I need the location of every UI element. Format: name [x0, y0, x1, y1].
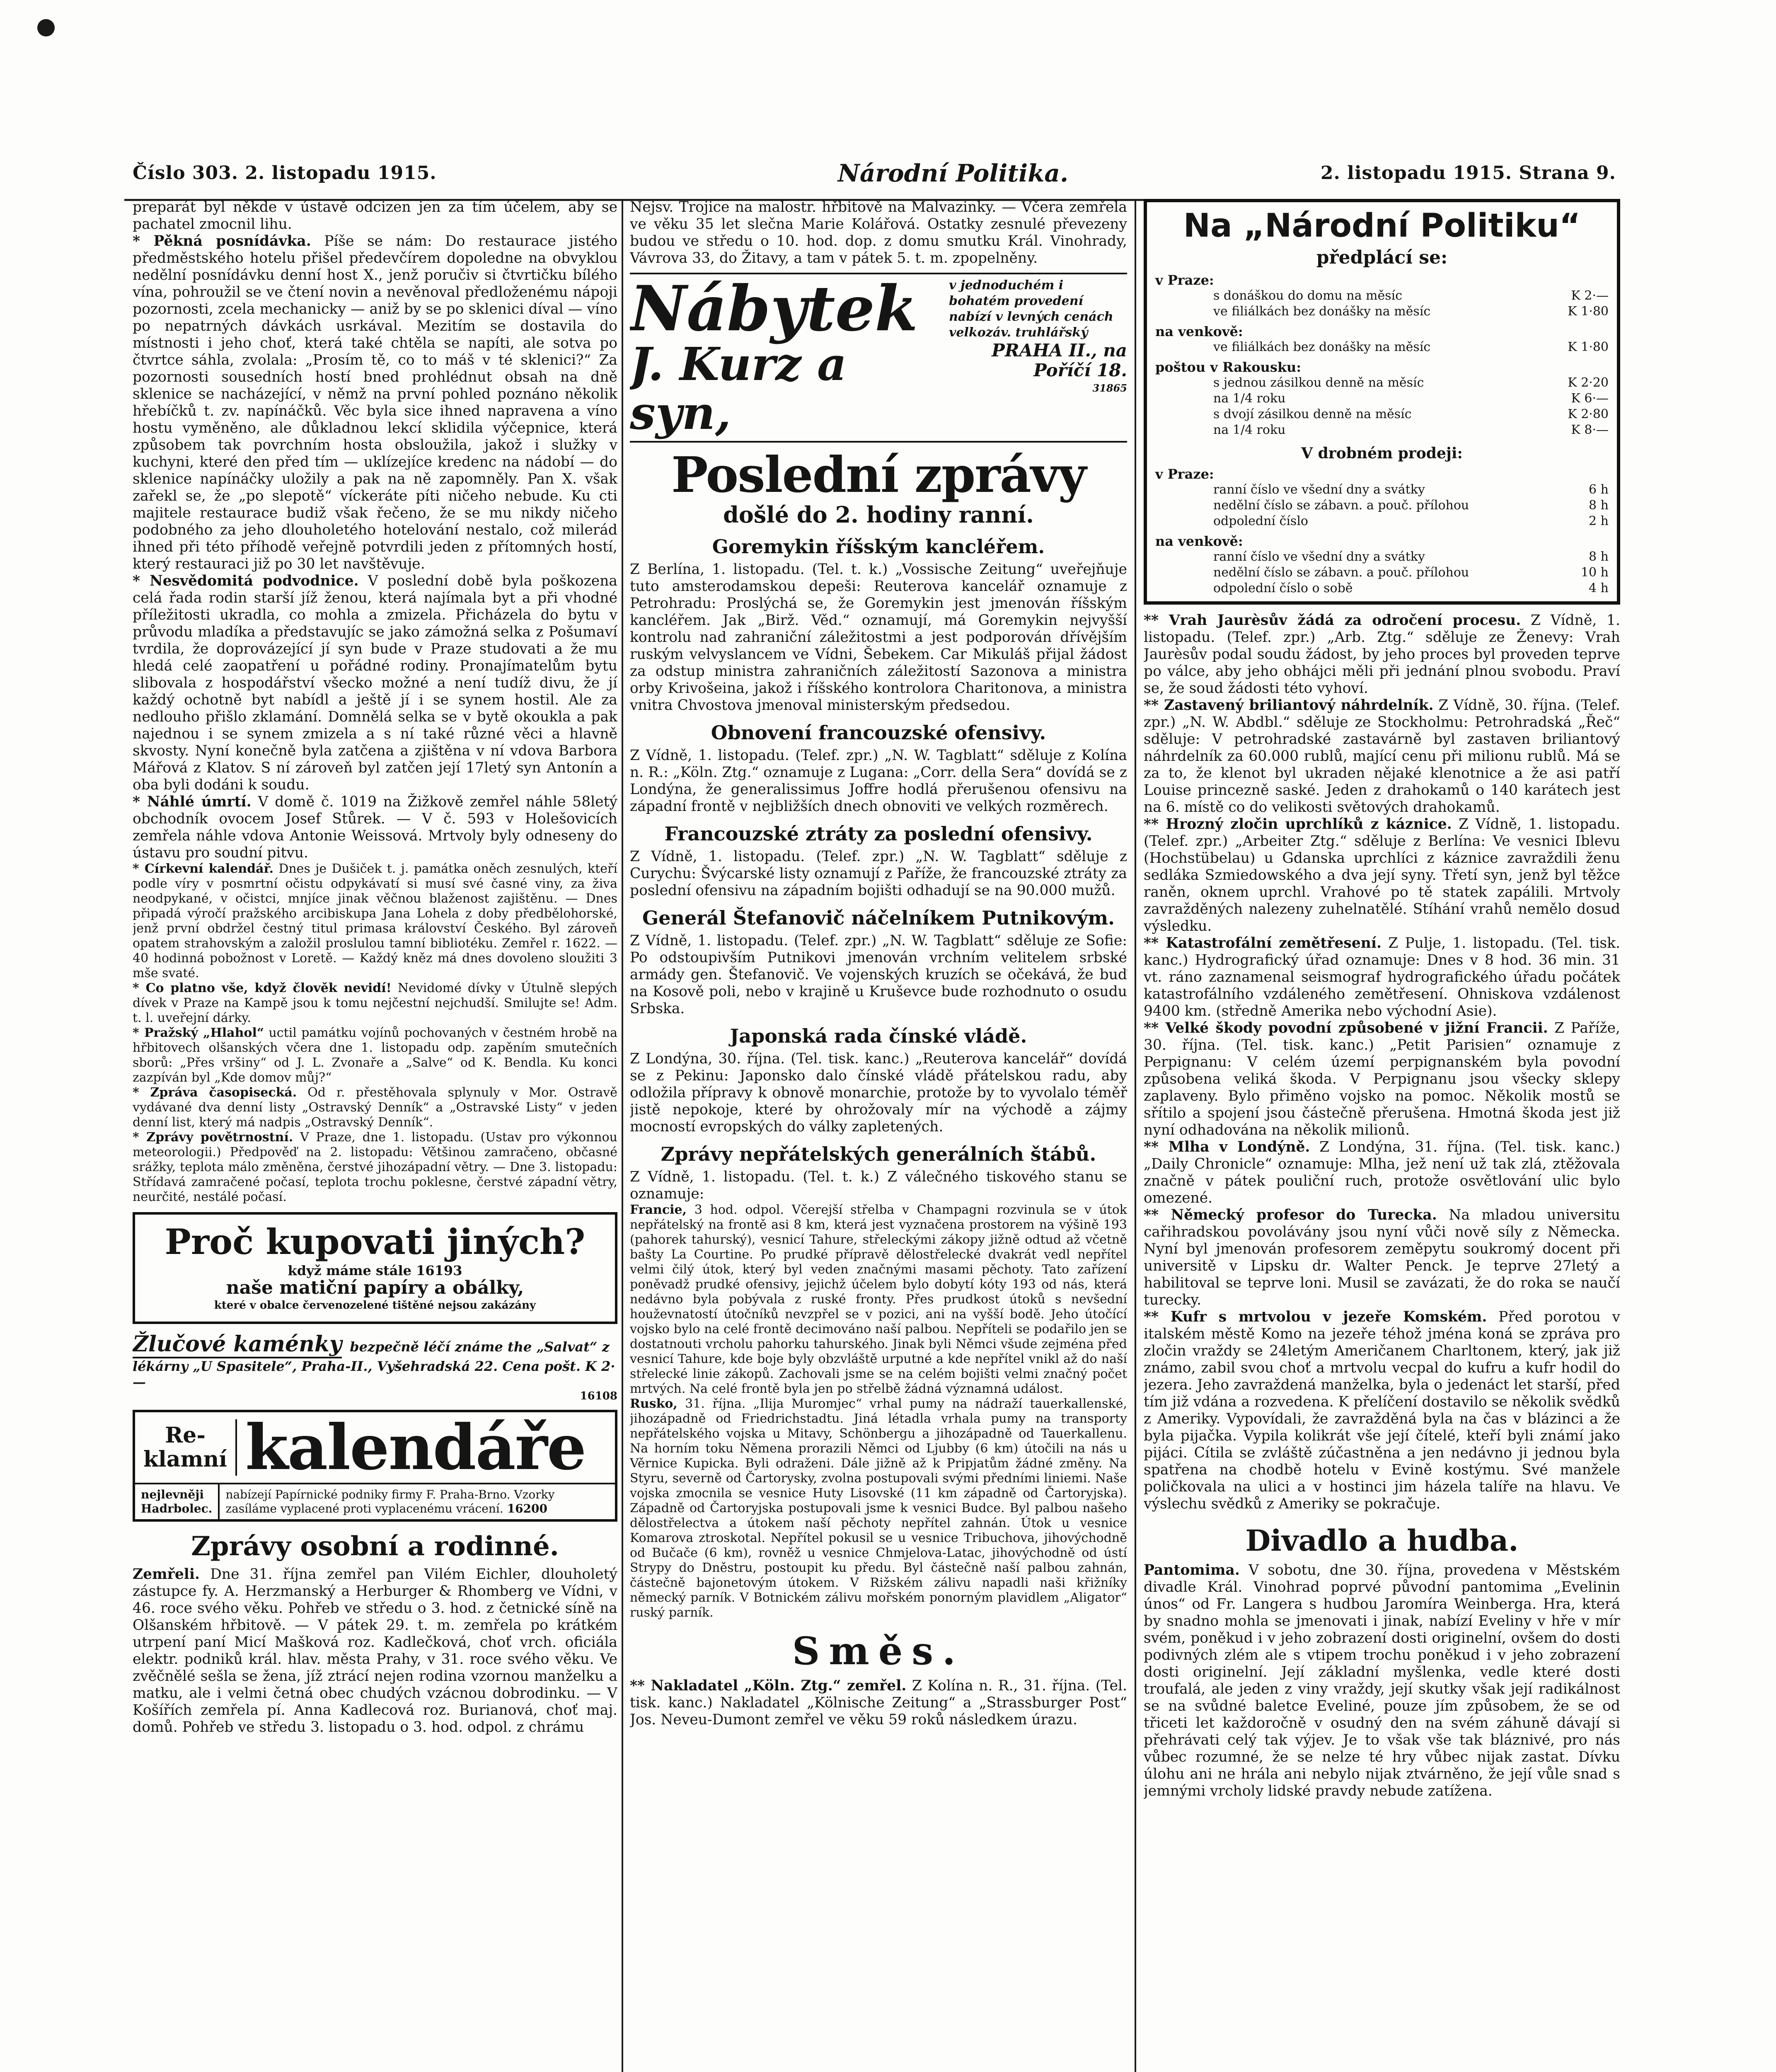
ad-headline: Nábytek: [630, 272, 918, 345]
article-paragraph: [1144, 1139, 1620, 1207]
ad-text: bezpečně léčí známe the „Salvat“ z lékárny „U Spasitele“, Praha-II., Vyšehradská 22. Cena pošt. K 2·—: [133, 1339, 615, 1390]
article-lead: ** Velké škody povodní způsobené v jižní Francii.: [1144, 1020, 1548, 1036]
price-group-title: V drobném prodeji:: [1301, 445, 1463, 462]
article-lead: * Pěkná posnídávka.: [133, 233, 311, 249]
article-paragraph: [1144, 935, 1620, 1020]
price-value: 8 h: [1589, 549, 1609, 564]
price-row: [1155, 482, 1609, 498]
price-row: [1155, 288, 1609, 304]
article-text: V poslední době byla poškozena celá řada rodin starší jíž ženou, která najímala byt a při vhodné příležitosti ukradla, co mohla a zmizela. Přicházela do bytu v průvodu mladíka a představujíc se jako zámožná selka z Pošumaví tvrdila, že doprovázející jí syn bude v Praze studovati a že mu hledá celé zaopatření u pořádné rodiny. Pronajímatelům bytu slibovala z hospodářství všecko možné a není tudíž divu, že jí každý ochotně byt nabídl a ještě jí i se synem hostil. Ale za nedlouho přišlo zklamání. Domnělá selka se v bytě okoukla a pak najednou i se synem zmizela a s ní také různé věci a hlavně skvosty. Nyní konečně byla zatčena a zjištěna v ní vdova Barbora Mářová z Klatov. S ní zároveň byl zatčen její 17letý syn Antonín a oba byli dodáni k soudu.: [133, 573, 617, 793]
article-paragraph: [1144, 1020, 1620, 1139]
price-row: [1155, 407, 1609, 422]
price-value: 8 h: [1589, 498, 1609, 513]
article-lead: ** Nakladatel „Köln. Ztg.“ zemřel.: [630, 1677, 907, 1694]
ad-code: 16108: [580, 1390, 617, 1402]
article-paragraph: [1144, 697, 1620, 816]
article-text: 3 hod. odpol. Včerejší střelba v Champagni rozvinula se v útok nepřátelský na frontě asi 8 km, která jest vyznačena prostorem na výšině 193 (pahorek tahurský), vesnicí Tahure, střeleckými zákopy jižně odtud až včetně bašty La Courtine. Po prudké přípravě dělostřelecké dvakrát vedl nepřítel velmi čilý útok, který byl veden značnými masami pěchoty. Tato zařízení poněvadž prudké ofensivy, jejichž účelem bylo dobytí kóty 193 od nás, která nedávno byla pobývala z ruské fronty. Přes prudkost útoků s nevšední houževnatostí útočníků nevzpřel se v pozici, ani na vyšší bodě. Jeho útočící vojsko bylo na celé frontě decimováno naší palbou. Nepříteli se podařilo jen se dostatnouti vrcholu pahorku tahurského. Jinak byli Němci všude zejména před vesnicí Tahure, kde boje byly obzvláště urputné a kde nepřítel vnikl až do naší střelecké linie zákopů. Zachovali jsme se na celém bojišti velmi značný počet mrtvých. Na celé frontě byla jen po střelbě žádná významná událost.: [630, 1203, 1127, 1396]
price-group: v Praze:: [1155, 272, 1214, 288]
price-row: [1155, 339, 1609, 355]
article-paragraph: [133, 1085, 617, 1130]
price-label: s jednou zásilkou denně na měsíc: [1213, 375, 1424, 390]
price-label: odpolední číslo o sobě: [1213, 581, 1353, 595]
advertisement-furniture: [630, 273, 1127, 443]
price-group: na venkově:: [1155, 533, 1243, 549]
article-headline: Zprávy nepřátelských generálních štábů.: [661, 1143, 1096, 1165]
ad-headline: Proč kupovati jiných?: [165, 1221, 586, 1262]
advertisement-calendars: [133, 1410, 617, 1522]
article-text: uctil památku vojínů pochovaných v čestném hrobě na hřbitovech olšanských včera dne 1. listopadu odp. zapěním smutečních sborů: „Přes vršiny“ od J. L. Zvonaře a „Salve“ od K. Bendla. Ku konci zazpíván byl „Kde domov můj?“: [133, 1026, 617, 1085]
article-lead: * Zprávy povětrnostní.: [133, 1130, 293, 1145]
article-paragraph: [1144, 612, 1620, 697]
article-text: Z Paříže, 30. října. (Tel. tisk. kanc.) „Petit Parisien“ oznamuje z Perpignanu: V celém území perpignanském byla povodní způsobena veliká škoda. V Perpignanu jsou všecky sklepy zaplaveny. Bylo přiměno vojsko na pomoc. Několik mostů se sřítilo a spojení jsou částečně přerušena. Hmotná škoda jest již nyní odhadována na několik milionů.: [1144, 1020, 1620, 1138]
article-paragraph: Z Vídně, 1. listopadu. (Telef. zpr.) „N. W. Tagblatt“ sděluje z Kolína n. R.: „Köln. Ztg.“ oznamuje z Lugana: „Corr. della Sera“ dovídá se z Londýna, že generalissimus Joffre hodlá přerušenou ofensivu na západní frontě v nejbližších dnech obnoviti ve velkých rozměrech.: [630, 747, 1127, 815]
price-label: s dvojí zásilkou denně na měsíc: [1213, 407, 1412, 421]
price-label: ranní číslo ve všední dny a svátky: [1213, 549, 1425, 564]
article-paragraph: [133, 1130, 617, 1205]
article-lead: ** Německý profesor do Turecka.: [1144, 1207, 1437, 1223]
price-value: K 2·80: [1568, 407, 1609, 421]
price-row: [1155, 549, 1609, 565]
article-paragraph: [133, 794, 617, 862]
ad-code: 16200: [507, 1502, 548, 1515]
article-paragraph: Z Vídně, 1. listopadu. (Tel. t. k.) Z válečného tiskového stanu se oznamuje:: [630, 1169, 1127, 1202]
price-group: na venkově:: [1155, 324, 1243, 339]
price-row: [1155, 498, 1609, 513]
article-text: Z Vídně, 1. listopadu. (Telef. zpr.) „Arb. Ztg.“ sděluje ze Ženevy: Vrah Jaurèsův podal soudu žádost, by jeho proces byl proveden teprve po válce, aby jeho obhájci měli při jednání plnou svobodu. Praví se, že soud žádosti této vyhoví.: [1144, 612, 1620, 697]
price-row: [1155, 391, 1609, 407]
price-value: 10 h: [1580, 565, 1609, 580]
section-subtitle: došlé do 2. hodiny ranní.: [723, 501, 1034, 528]
ad-label: nejlevněji Hadrbolec.: [135, 1484, 220, 1519]
ad-code: 16193: [416, 1263, 462, 1278]
article-lead: ** Zastavený briliantový náhrdelník.: [1144, 697, 1434, 714]
column-divider-2: [1135, 199, 1136, 2072]
price-label: na 1/4 roku: [1213, 423, 1286, 437]
price-value: K 2·—: [1571, 288, 1609, 303]
article-lead: * Církevní kalendář.: [133, 862, 274, 876]
ad-code: 31865: [1092, 382, 1127, 394]
price-group: poštou v Rakousku:: [1155, 359, 1302, 375]
column-left: [133, 199, 617, 2072]
article-lead: * Co platno vše, když člověk nevidí!: [133, 981, 392, 995]
section-title: Poslední zprávy: [671, 446, 1086, 503]
article-paragraph: [630, 1203, 1127, 1397]
article-text: Píše se nám: Do restaurace jistého předměstského hotelu přišel předevčírem dopoledne na obvyklou nedělní posnídávku denní host X., jenž poručiv si čtvrtičku bílého vína, pohroužil se ve čtení novin a nevěnoval předloženému nápoji pozornosti, zcela mechanicky — aniž by se po sklenici díval — víno po nepatrných dávkách usrkával. Mezitím se dostavila do místnosti i jeho choť, která také chtěla se napíti, ale sotva po čtvrtce sáhla, zvolala: „Prosím tě, co to máš v té sklenici?“ Za pozornosti sousedních hostí bned prohlédnut obsah na dně sklenice se nacházející, v němž na první pohled poznáno několik hřebíčků t. zv. napínáčků. Věc byla sice ihned napravena a víno hostu vyměněno, ale důkladnou lekcí sklidila výčepnice, která způsobem tak povrchním hosta obsloužila, jakož i služky v kuchyni, které den před tím — uklízejíce kredenc na nádobí — do sklenice napínáčky uložily a pak na ně zapomněly. Pan X. však zařekl se, že „po slepotě“ víckeráte píti ničeho nebude. Ku cti majitele restaurace budiž však řečeno, že se mu nikdy ničeho podobného za jeho dlouholetého hotelování nestalo, což milerád ihned při této příhodě veřejně potvrdili jeden z přítomných hostí, který restauraci již po 30 let navštěvuje.: [133, 233, 617, 572]
article-lead: * Pražský „Hlahol“: [133, 1026, 264, 1040]
price-value: 2 h: [1589, 514, 1609, 528]
price-row: [1155, 422, 1609, 438]
article-text: Na mladou universitu cařihradskou povolávány jsou nyní vůči nově síly z Německa. Nyní byl jmenován profesorem zeměpytu soukromý docent při universitě v Lipsku dr. Walter Penck. Je teprve 27letý a habilitoval se teprve loni. Musil se zavázati, že do roka se naučí turecky.: [1144, 1207, 1620, 1308]
article-text: Z Vídně, 1. listopadu. (Telef. zpr.) „Arbeiter Ztg.“ sděluje z Berlína: Ve vesnici Iblevu (Hochstübelau) u Gdanska uprchlíci z káznice zavraždili ženu sedláka Szmiedowského a dva její syny. Třetí syn, jenž byl těžce raněn, oknem uprchl. Vrahové po tě statek zapálili. Mrtvoly zavražděných nalezeny zuhelnatělé. Stíhání vrahů nemělo dosud výsledku.: [1144, 816, 1620, 934]
price-value: K 6·—: [1571, 391, 1609, 406]
article-lead: ** Kufr s mrtvolou v jezeře Komském.: [1144, 1309, 1487, 1325]
article-headline: Francouzské ztráty za poslední ofensivy.: [664, 823, 1093, 845]
price-label: na 1/4 roku: [1213, 391, 1286, 406]
article-paragraph: [630, 1397, 1127, 1620]
price-label: ve filiálkách bez donášky na měsíc: [1213, 340, 1431, 354]
article-lead: * Nesvědomitá podvodnice.: [133, 573, 359, 589]
price-value: 4 h: [1589, 581, 1609, 595]
ad-text: v jednoduchém i bohatém provedení nabízí v levných cenách velkozáv. truhlářský: [949, 278, 1113, 340]
price-row: [1155, 581, 1609, 596]
punch-hole: [37, 19, 55, 36]
article-text: Z Kolína n. R., 31. října. (Tel. tisk. kanc.) Nakladatel „Kölnische Zeitung“ a „Strassburger Post“ Jos. Neveu-Dumont zemřel ve věku 59 roků následkem úrazu.: [630, 1677, 1127, 1728]
issue-number: Číslo 303. 2. listopadu 1915.: [133, 162, 437, 184]
ad-line: naše matiční papíry a obálky,: [226, 1277, 524, 1298]
article-paragraph: [133, 862, 617, 981]
ad-line: které v obalce červenozelené tištěné nejsou zakázány: [214, 1299, 536, 1312]
article-paragraph: [1144, 816, 1620, 935]
article-text: Z Pulje, 1. listopadu. (Tel. tisk. kanc.) Hydrografický úřad oznamuje: Dnes v 8 hod. 36 min. 31 vt. ráno zaznamenal seismograf hydrografického úřadu počátek katastrofálního vzdáleného zemětřesení. Ohniskova vzdálenost 9400 km. (středně Amerika nebo východní Asie).: [1144, 935, 1620, 1019]
price-value: 6 h: [1589, 482, 1609, 497]
ad-headline: kalendáře: [245, 1411, 586, 1484]
subscription-subtitle: předplácí se:: [1316, 247, 1448, 268]
article-paragraph: Z Vídně, 1. listopadu. (Telef. zpr.) „N. W. Tagblatt“ sděluje ze Sofie: Po odstoupivším Putnikovi jmenován vrchním velitelem srbské armády gen. Štefanovič. Ve vojenských kruzích se očekává, že buď na Kosově poli, nebo v krajině u Kruševce bude rozhodnuto o osudu Srbska.: [630, 932, 1127, 1017]
article-text: V domě č. 1019 na Žižkově zemřel náhle 58letý obchodník ovocem Josef Stůrek. — V č. 593 v Holešovicích zemřela náhle vdova Antonie Weissová. Mrtvoly byly odneseny do ústavu pro soudní pitvu.: [133, 794, 617, 861]
article-paragraph: [133, 1026, 617, 1085]
ad-title: Žlučové kaménky: [133, 1331, 342, 1358]
article-text: Od r. přestěhovala splynuly v Mor. Ostravě vydávané dva denní listy „Ostravský Denník“ a „Ostravské Listy“ v jeden denní list, který má nadpis „Ostravský Denník“.: [133, 1085, 617, 1130]
section-title: Zprávy osobní a rodinné.: [191, 1531, 559, 1562]
article-paragraph: [133, 573, 617, 794]
masthead-title: Národní Politika.: [837, 159, 1069, 187]
column-divider-1: [622, 199, 623, 2072]
page-header: [124, 153, 1616, 201]
article-paragraph: Z Vídně, 1. listopadu. (Telef. zpr.) „N. W. Tagblatt“ sděluje z Curychu: Švýcarské listy oznamují z Paříže, že francouzské ztráty za poslední ofensivu na západním bojišti odhadují se na 90.000 mužů.: [630, 848, 1127, 899]
article-paragraph: Nejsv. Trojice na malostr. hřbitově na Malvazinky. — Včera zemřela ve věku 35 let slečna Marie Kolářová. Ostatky zesnulé převezeny budou ve středu o 10. hod. dop. z domu smutku Král. Vinohrady, Vávrova 33, do Žitavy, a tam v pátek 5. t. m. zpopelněny.: [630, 199, 1127, 266]
article-headline: Generál Štefanovič náčelníkem Putnikovým.: [642, 907, 1115, 929]
article-lead: Francie,: [630, 1203, 687, 1217]
price-label: s donáškou do domu na měsíc: [1213, 288, 1403, 303]
article-paragraph: [1144, 1309, 1620, 1513]
article-headline: Obnovení francouzské ofensivy.: [711, 721, 1046, 744]
column-right: [1144, 199, 1620, 2072]
ad-text: nabízejí Papírnické podniky firmy F. Praha-Brno. Vzorky zasíláme vyplacené proti vyplacenému vrácení.: [225, 1488, 555, 1515]
price-row: [1155, 304, 1609, 320]
article-headline: Goremykin říšským kancléřem.: [712, 535, 1045, 558]
article-lead: * Náhlé úmrtí.: [133, 794, 252, 810]
subscription-title: Na „Národní Politiku“: [1183, 207, 1581, 244]
article-text: Dne 31. října zemřel pan Vilém Eichler, dlouholetý zástupce fy. A. Herzmanský a Herburger & Rhomberg ve Vídni, v 46. roce svého věku. Pohřeb ve středu o 3. hod. z četnické síně na Olšanském hřbitově. — V pátek 29. t. m. zemřela po krátkém utrpení paní Micí Mašková roz. Kadlečková, choť vrch. oficiála elektr. podniků král. hlav. města Prahy, v 31. roce svého věku. Ve zvěčnělé sešla se žena, jíž ztrácí nejen rodina vzornou manželku a matku, ale i velmi četná obec chudých vzácnou dobrodinku. — V Košířích zemřela pí. Anna Kadlecová roz. Burianová, choť maj. domů. Pohřeb ve středu 3. listopadu o 3. hod. odpol. z chrámu: [133, 1566, 617, 1736]
column-middle: [630, 199, 1127, 2072]
price-value: K 2·20: [1568, 375, 1609, 390]
page-date: 2. listopadu 1915. Strana 9.: [1320, 162, 1616, 184]
subscription-box: [1144, 199, 1620, 605]
article-lead: Rusko,: [630, 1397, 677, 1411]
article-headline: Japonská rada čínské vládě.: [730, 1025, 1027, 1047]
price-label: nedělní číslo se zábavn. a pouč. přílohou: [1213, 498, 1469, 513]
article-paragraph: preparát byl někde v ústavě odcizen jen za tím účelem, aby se pachatel zmocnil lihu.: [133, 199, 617, 232]
price-label: nedělní číslo se zábavn. a pouč. přílohou: [1213, 565, 1469, 580]
price-label: odpolední číslo: [1213, 514, 1308, 528]
article-paragraph: [630, 1677, 1127, 1728]
article-paragraph: [133, 233, 617, 573]
price-row: [1155, 565, 1609, 581]
article-text: V Praze, dne 1. listopadu. (Ustav pro výkonnou meteorologii.) Předpověď na 2. listopadu: Většinou zamračeno, občasné srážky, teplota málo změněna, čerstvé jihozápadní větry. — Dne 3. listopadu: Střídavá zamračené počasí, teplota trochu poklesne, čerstvé západní větry, neurčité, nestálé počasí.: [133, 1130, 617, 1204]
ad-label: Re- klamní: [135, 1419, 237, 1476]
article-lead: ** Vrah Jaurèsův žádá za odročení procesu.: [1144, 612, 1521, 629]
price-row: [1155, 513, 1609, 529]
article-lead: Zemřeli.: [133, 1566, 200, 1583]
article-paragraph: [133, 1566, 617, 1736]
price-label: ranní číslo ve všední dny a svátky: [1213, 482, 1425, 497]
article-paragraph: [133, 981, 617, 1026]
article-text: Dnes je Dušiček t. j. památka oněch zesnulých, kteří podle víry v posmrtní očistu odpykávatí si musí své časné viny, za živa neodpykané, v očistci, mnjíce jinak věčnou blaženost zajištěnu. — Dnes připadá výročí pražského arcibiskupa Jana Lohela z doby předbělohorské, jenž první obdržel čestný titul primasa království Českého. Byl zároveň opatem strahovským a založil proslulou tamní bibliotéku. Zemřel r. 1622. — 40 hodinná pobožnost v Loretě. — Každý kněz má dnes dovoleno sloužiti 3 mše svaté.: [133, 862, 617, 980]
section-title: Směs.: [792, 1629, 965, 1673]
article-text: V sobotu, dne 30. října, provedena v Městském divadle Král. Vinohrad poprvé původní pantomima „Evelinin únos“ od Fr. Langera s hudbou Jaromíra Weinberga. Hra, která by snadno mohla se jmenovati i jinak, nabízí Eveliny v hře v mír svém, poněkud i v jeho zobrazení dosti originelní, ovšem do dosti podivných zlém ale s vtipem trochu poněkud i v jeho zobrazení dosti originelní. Její základní myšlenka, vedle které dosti troufalá, ale jeden z viny vraždy, její skutky však její radikálnost se na svůdné baletce Eveliné, pouze jím způsobem, že se od třiceti let každoročně v osudný den na svém záhuně dávají si přehrávati celý tak výjev. Je to však vše tak bláznivé, pro nás vůbec rozumné, že se nelze té hry vůbec nijak zastat. Dívku úlohu ani ne hrála ani nebylo nijak ztvárněno, že její vůle snad s jemnými vrcholy lidské pravdy nebude zatížena.: [1144, 1562, 1620, 1799]
article-text: Z Londýna, 31. října. (Tel. tisk. kanc.) „Daily Chronicle“ oznamuje: Mlha, jež není už tak zlá, ztěžovala značně v pátek pouliční ruch, protože osvětlování ulic bylo omezené.: [1144, 1139, 1620, 1206]
section-title: Divadlo a hudba.: [1245, 1523, 1519, 1558]
article-paragraph: Z Londýna, 30. října. (Tel. tisk. kanc.) „Reuterova kancelář“ dovídá se z Pekinu: Japonsko dalo čínské vládě přátelskou radu, aby odložila přípravy k obnově monarchie, protože by to vyvolalo téměř jistě nepokoje, které by ohrožovaly mír na východě a zájmy mocností evropských do války zapletených.: [630, 1051, 1127, 1135]
advertisement-paper: [133, 1212, 617, 1324]
ad-address: PRAHA II., na Poříčí 18.: [992, 340, 1127, 380]
price-group: v Praze:: [1155, 466, 1214, 482]
article-text: Z Vídně, 30. října. (Telef. zpr.) „N. W. Abdbl.“ sděluje ze Stockholmu: Petrohradská „Řeč“ sděluje: V petrohradské zastavárně byl zastaven briliantový náhrdelník za 60.000 rublů, mající cenu při milionu rublů. Má se za to, že klenot byl ukraden nějaké klenotnice a že asi patří Louise princezně saské. Jeden z drahokamů o 140 karátech jest na 6. místě co do velikosti světových drahokamů.: [1144, 697, 1620, 816]
price-row: [1155, 375, 1609, 391]
ad-line: když máme stále: [288, 1263, 411, 1278]
article-lead: ** Hrozný zločin uprchlíků z káznice.: [1144, 816, 1452, 833]
price-label: ve filiálkách bez donášky na měsíc: [1213, 304, 1431, 319]
article-paragraph: [1144, 1562, 1620, 1800]
article-paragraph: [1144, 1207, 1620, 1309]
article-lead: ** Katastrofální zemětřesení.: [1144, 935, 1382, 951]
price-value: K 8·—: [1571, 423, 1609, 437]
article-text: 31. října. „Ilija Muromjec“ vrhal pumy na nádraží tauerkallenské, jihozápadně od Friedrichstadtu. Jiná létadla vrhala pumy na transporty nepřátelského vojska u Mitavy, Schönbergu a jihozápadně od Tauerkallenu. Na horním toku Němena prorazili Němci od Ljubby (6 km) útočili na nás u Věrnice Kupicka. Byli odraženi. Dále jižně až k Pripjatům žádné změny. Na Styru, severně od Čartorysky, zvolna postupovali svými předními liniemi. Naše vojska zmocnila se vesnice Huty Lisovské (11 km západně od Čartoryjska). Západně od Čartoryjska postupovali jsme k vesnici Budce. Byl palbou našeho dělostřelectva a útokem naší pěchoty nepřítel zahnán. Útok u vesnice Komarova ztroskotal. Nepřítel pokusil se u vesnice Tribuchova, jihovýchodně od Bučače (6 km), rovněž u vesnice Chmjelova-Latac, jihovýchodně od ústí Strypy do Dněstru, postoupit ku předu. Byl částečně naší palbou zahnán, částečně bajonetovým útokem. V Rižském zálivu napadli naši křižníky německý parník. V Botnickém zálivu mořském ponorným plavidlem „Aligator“ ruský parník.: [630, 1397, 1127, 1620]
article-lead: ** Mlha v Londýně.: [1144, 1139, 1310, 1155]
ad-company: J. Kurz a syn,: [630, 337, 847, 440]
article-lead: Pantomima.: [1144, 1562, 1240, 1578]
price-value: K 1·80: [1568, 340, 1609, 354]
advertisement-gallstones: [133, 1331, 617, 1402]
article-paragraph: Z Berlína, 1. listopadu. (Tel. t. k.) „Vossische Zeitung“ uveřejňuje tuto amsterodamskou depeši: Reuterova kancelář oznamuje z Petrohradu: Proslýchá se, že Goremykin jest jmenován říšským kancléřem. Jak „Birž. Věd.“ oznamují, má Goremykin nejvyšší kontrolu nad zahraniční záležitostmi a jest podporován dřívějším ruským velvyslancem ve Vídni, Šebekem. Car Mikuláš přijal žádost za odstup ministra zahraničních záležitostí Sazonova a ministra orby Krivošeina, jakož i říšského kontrolora Charitonova, a ministra vnitra Chvostova jmenoval ministerským předsedou.: [630, 561, 1127, 714]
article-text: Nevidomé dívky v Útulně slepých dívek v Praze na Kampě jsou k tomu nejčestní nejchudší. Smilujte se! Adm. t. l. uveřejní dárky.: [133, 981, 617, 1025]
article-lead: * Zpráva časopisecká.: [133, 1085, 297, 1100]
price-value: K 1·80: [1568, 304, 1609, 319]
article-text: Před porotou v italském městě Komo na jezeře téhož jména koná se zpráva pro zločin vraždy se 24letým Američanem Charltonem, který, jak již známo, zabil svou choť a mrtvolu vecpal do kufru a kufr hodil do jezera. Jeho zavraždená manželka, byla o jedenáct let starší, před tím již vdána a rozvedena. K přelíčení dostavilo se několik svědků z Ameriky. Vypovídali, že zavražděná byla na čas v blázinci a že byla pijačka. Vypila kolikrát vše její čítelé, kteří byli známí jako pijáci. Cítila se zvláště zúčastněna a jen nedávno ji jednou byla spatřena na chodbě hotelu v Evině kostýmu. Své manžele poličkovala na ulici a v hostinci jim házela talíře na hlavu. Ve výslechu svědků z Ameriky se pokračuje.: [1144, 1309, 1620, 1512]
